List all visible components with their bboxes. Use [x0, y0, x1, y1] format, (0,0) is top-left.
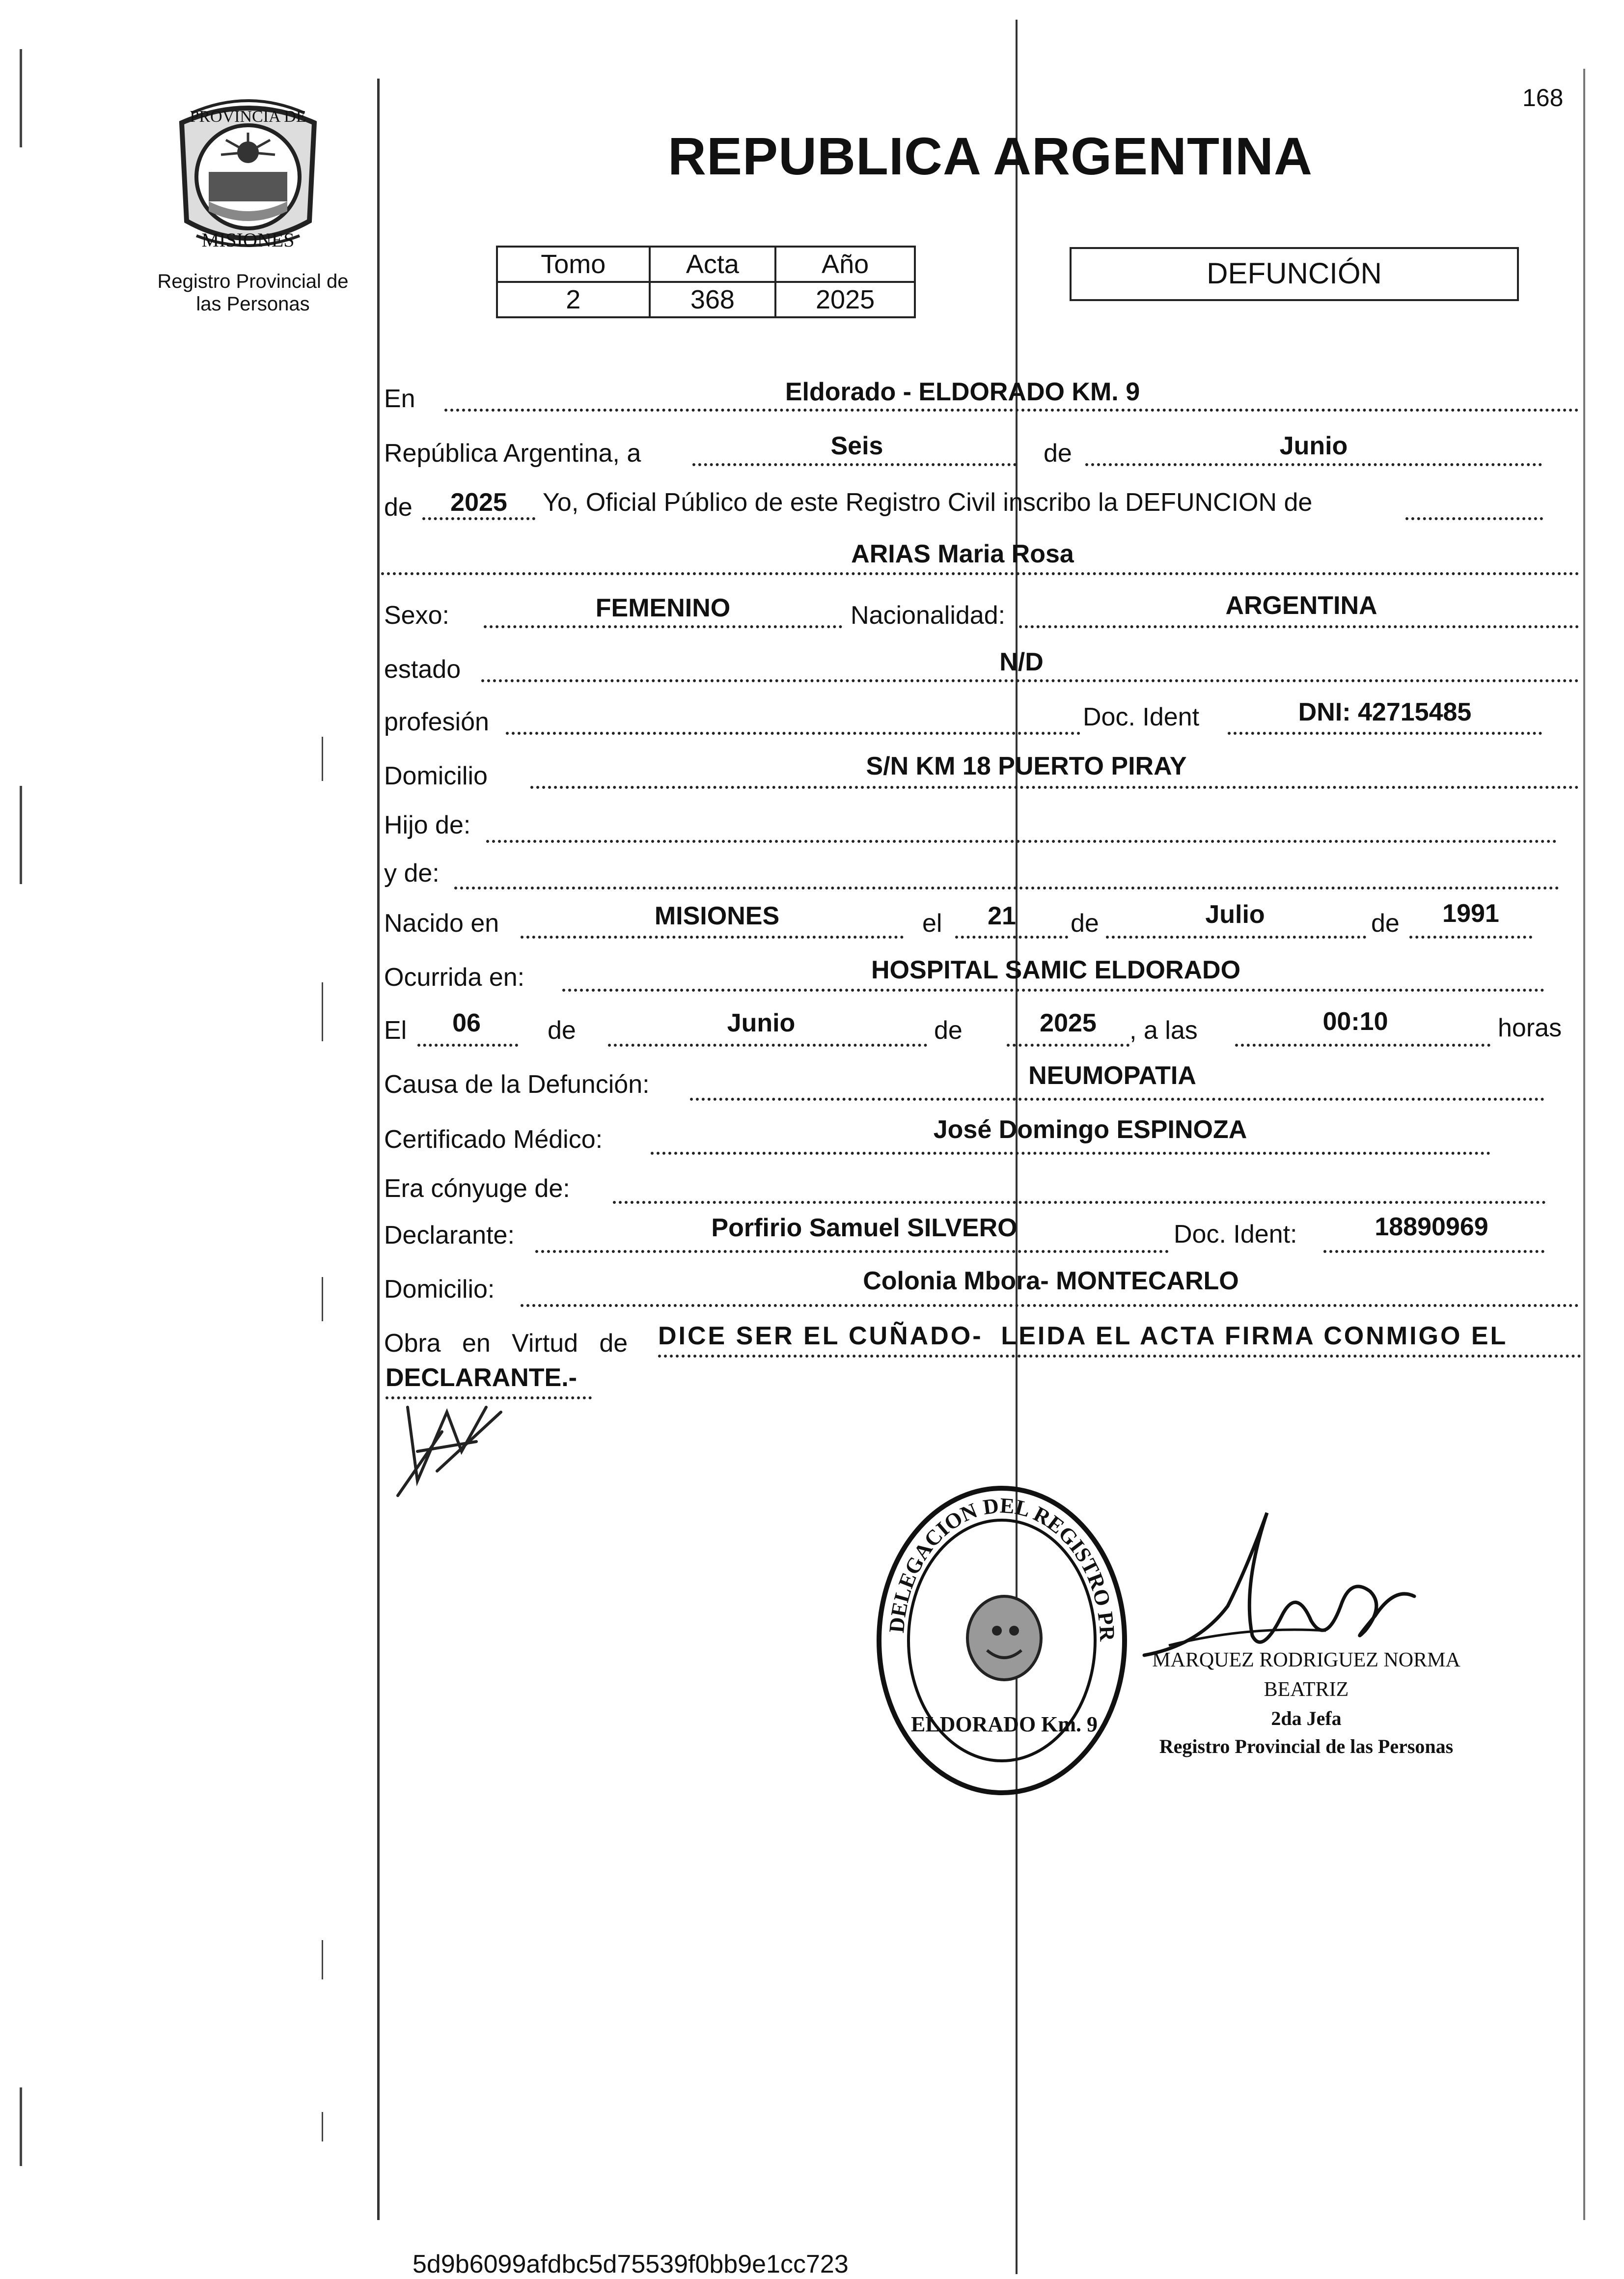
nacimiento-dia-value: 21	[988, 902, 1016, 930]
lugar-nacimiento-value: MISIONES	[654, 902, 780, 930]
dotted-line	[690, 1098, 1544, 1101]
nacionalidad-label: Nacionalidad:	[851, 601, 1006, 630]
center-fold-line	[1016, 20, 1018, 2274]
dotted-line	[444, 409, 1579, 412]
de-label: de	[384, 493, 413, 522]
seal-text-bottom: MISIONES	[201, 229, 295, 251]
dotted-line	[562, 989, 1544, 992]
sexo-value: FEMENINO	[595, 594, 731, 622]
dotted-line	[1007, 1044, 1129, 1047]
dotted-line	[955, 936, 1068, 939]
document-hash: 5d9b6099afdbc5d75539f0bb9e1cc723	[413, 2250, 849, 2279]
causa-label: Causa de la Defunción:	[384, 1070, 650, 1099]
a-las-label: , a las	[1129, 1016, 1198, 1045]
domicilio-declarante-label: Domicilio:	[384, 1275, 495, 1304]
de-label: de	[1371, 909, 1400, 938]
stamp-ring-text: DELEGACION DEL REGISTRO PR	[884, 1493, 1120, 1642]
dotted-line	[651, 1152, 1490, 1155]
domicilio-value: S/N KM 18 PUERTO PIRAY	[866, 752, 1187, 780]
table-row	[497, 282, 915, 317]
obra-value-line2: DECLARANTE.-	[385, 1363, 577, 1392]
mes-value: Junio	[1279, 432, 1348, 460]
declarant-signature	[388, 1392, 506, 1505]
dotted-line	[608, 1044, 927, 1047]
seal-caption	[147, 270, 358, 315]
delegation-stamp-icon	[874, 1483, 1129, 1798]
causa-value: NEUMOPATIA	[1028, 1061, 1196, 1090]
seal-caption-line1: Registro Provincial de	[157, 271, 349, 292]
de-label: de	[1044, 439, 1072, 468]
estado-value: N/D	[999, 648, 1044, 676]
dia-value: Seis	[830, 432, 883, 460]
de-label: de	[934, 1016, 963, 1045]
margin-mark	[322, 1277, 323, 1321]
stamp-bottom-text: ELDORADO Km. 9	[910, 1712, 1098, 1736]
en-label: En	[384, 385, 415, 413]
table-header-acta: Acta	[650, 247, 776, 282]
provincial-seal	[162, 93, 334, 255]
dotted-line	[484, 625, 842, 628]
acta-value: 368	[650, 282, 776, 317]
seal-caption-line2: las Personas	[196, 293, 310, 315]
domicilio-declarante-value: Colonia Mbora- MONTECARLO	[863, 1267, 1239, 1295]
dotted-line	[521, 1304, 1579, 1307]
dotted-line	[422, 517, 535, 520]
nacionalidad-value: ARGENTINA	[1225, 591, 1377, 620]
fallecido-name: ARIAS Maria Rosa	[851, 540, 1074, 568]
defuncion-dia-value: 06	[452, 1009, 481, 1037]
margin-mark	[20, 786, 22, 884]
horas-label: horas	[1498, 1014, 1562, 1042]
de-label: de	[1071, 909, 1099, 938]
oficial-statement: Yo, Oficial Público de este Registro Civil inscribo la DEFUNCION de	[543, 488, 1313, 517]
doc-ident-label: Doc. Ident	[1083, 703, 1200, 731]
defuncion-anio-value: 2025	[1040, 1009, 1097, 1037]
anio-value: 2025	[775, 282, 915, 317]
obra-en-virtud-label: Obra en Virtud de	[384, 1329, 628, 1358]
anio-inscripcion-value: 2025	[450, 488, 507, 517]
el-label: el	[922, 909, 942, 938]
dotted-line	[1405, 517, 1543, 520]
signatory-block	[1129, 1645, 1483, 1760]
defuncion-mes-value: Junio	[727, 1009, 796, 1037]
table-header-anio: Año	[775, 247, 915, 282]
dotted-line	[1323, 1250, 1544, 1253]
margin-mark	[322, 2112, 323, 2141]
signatory-office: Registro Provincial de las Personas	[1159, 1735, 1454, 1757]
dotted-line	[1019, 625, 1579, 628]
official-stamp	[874, 1483, 1129, 1798]
page-number: 168	[1522, 84, 1564, 111]
misiones-coat-of-arms-icon	[162, 93, 334, 255]
margin-mark	[20, 2087, 22, 2166]
de-label: de	[548, 1016, 576, 1045]
dotted-line	[658, 1355, 1581, 1358]
lugar-value: Eldorado - ELDORADO KM. 9	[785, 378, 1140, 406]
dotted-line	[506, 732, 1080, 735]
obra-value-line1: DICE SER EL CUÑADO- LEIDA EL ACTA FIRMA CONMIGO EL	[658, 1322, 1508, 1350]
dotted-line	[381, 572, 1579, 575]
dotted-line	[486, 840, 1557, 843]
dotted-line	[1106, 936, 1366, 939]
dotted-line	[481, 679, 1579, 682]
declarante-value: Porfirio Samuel SILVERO	[711, 1214, 1018, 1242]
right-border-line	[1583, 69, 1585, 2220]
seal-text-top: PROVINCIA DE	[190, 108, 306, 126]
margin-mark	[322, 1940, 323, 1979]
estado-label: estado	[384, 655, 461, 684]
dotted-line	[1085, 463, 1542, 466]
hijo-de-label: Hijo de:	[384, 811, 471, 839]
dotted-line	[454, 887, 1559, 889]
document-type-box	[1070, 247, 1519, 301]
declarante-label: Declarante:	[384, 1221, 515, 1250]
dotted-line	[417, 1044, 518, 1047]
document-type: DEFUNCIÓN	[1207, 257, 1382, 290]
dotted-line	[1235, 1044, 1490, 1047]
defuncion-hora-value: 00:10	[1322, 1007, 1388, 1036]
certificado-value: José Domingo ESPINOZA	[933, 1115, 1247, 1144]
margin-mark	[322, 737, 323, 781]
dotted-line	[535, 1250, 1169, 1253]
dotted-line	[530, 786, 1579, 789]
y-de-label: y de:	[384, 859, 440, 888]
signatory-role: 2da Jefa	[1271, 1707, 1342, 1729]
declarante-doc-value: 18890969	[1375, 1213, 1488, 1241]
margin-mark	[322, 982, 323, 1041]
nacimiento-anio-value: 1991	[1442, 899, 1499, 928]
profesion-label: profesión	[384, 708, 489, 736]
ocurrida-value: HOSPITAL SAMIC ELDORADO	[871, 956, 1241, 984]
certificado-label: Certificado Médico:	[384, 1125, 603, 1154]
dotted-line	[521, 936, 904, 939]
left-border-line	[377, 79, 380, 2220]
nacimiento-mes-value: Julio	[1205, 900, 1265, 929]
conyuge-label: Era cónyuge de:	[384, 1174, 570, 1203]
table-header-row	[497, 247, 915, 282]
el-label: El	[384, 1016, 407, 1045]
doc-ident-value: DNI: 42715485	[1298, 698, 1472, 726]
nacido-en-label: Nacido en	[384, 909, 499, 938]
domicilio-label: Domicilio	[384, 762, 488, 790]
sexo-label: Sexo:	[384, 601, 449, 630]
record-reference-table	[496, 246, 916, 318]
doc-ident-label: Doc. Ident:	[1174, 1220, 1297, 1249]
ocurrida-en-label: Ocurrida en:	[384, 963, 525, 992]
signatory-name: MARQUEZ RODRIGUEZ NORMA BEATRIZ	[1152, 1649, 1460, 1701]
page-title: REPUBLICA ARGENTINA	[668, 126, 1313, 186]
tomo-value: 2	[497, 282, 650, 317]
margin-mark	[20, 49, 22, 147]
dotted-line	[692, 463, 1017, 466]
dotted-line	[1228, 732, 1542, 735]
republica-label: República Argentina, a	[384, 439, 641, 468]
dotted-line	[1409, 936, 1532, 939]
table-header-tomo: Tomo	[497, 247, 650, 282]
dotted-line	[613, 1201, 1546, 1204]
